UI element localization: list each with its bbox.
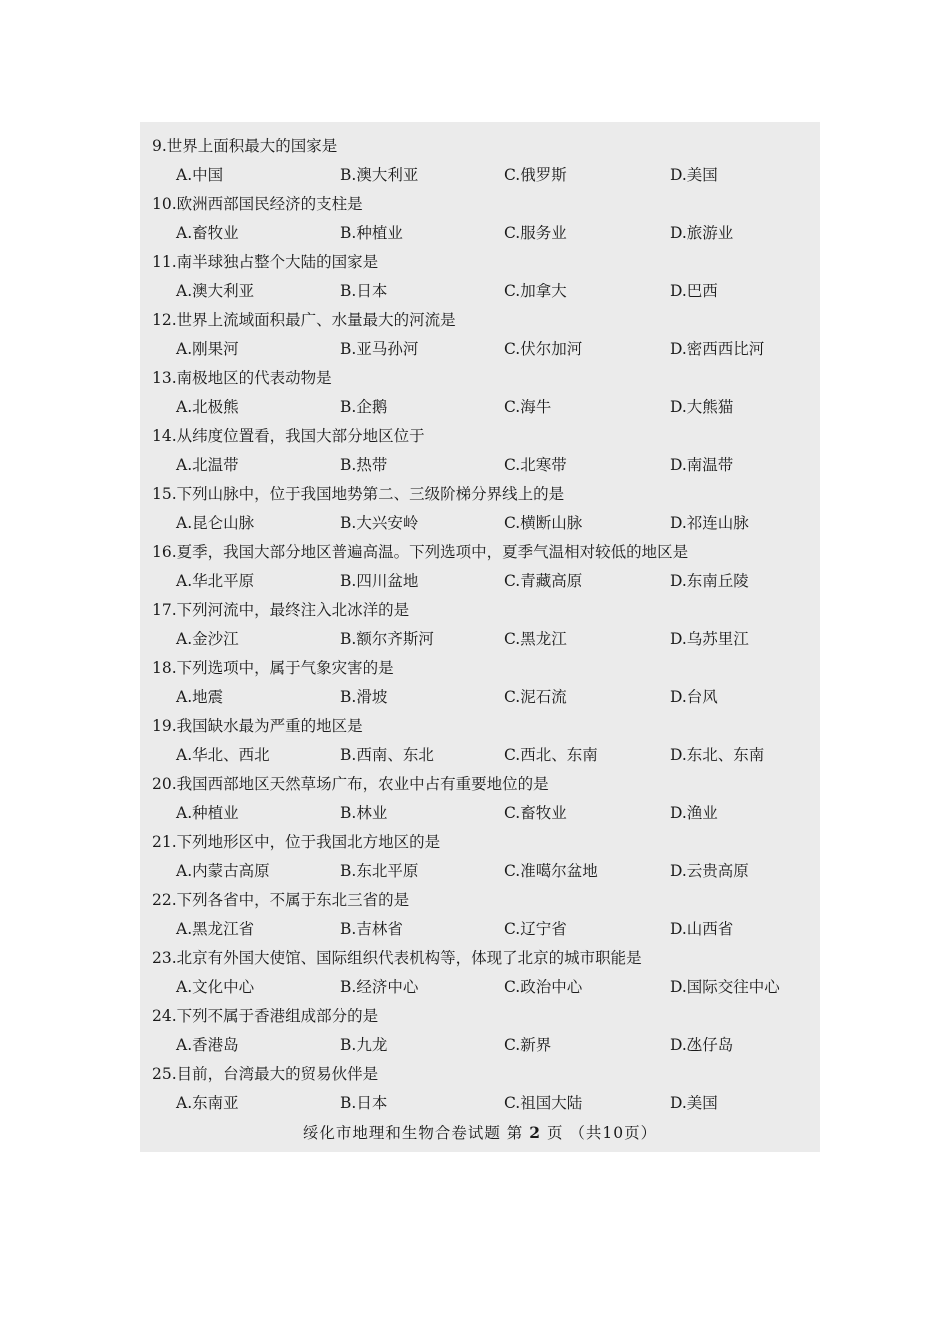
question-stem: 14.从纬度位置看，我国大部分地区位于 xyxy=(152,427,425,445)
question-options xyxy=(152,509,802,538)
question-options xyxy=(152,857,802,886)
option-c: C.祖国大陆 xyxy=(504,1094,583,1112)
option-a: A.刚果河 xyxy=(176,340,239,358)
question-item xyxy=(152,538,802,596)
question-stem: 16.夏季，我国大部分地区普遍高温。下列选项中，夏季气温相对较低的地区是 xyxy=(152,543,689,561)
option-d: D.云贵高原 xyxy=(670,862,749,880)
option-d: D.南温带 xyxy=(670,456,734,474)
question-item xyxy=(152,190,802,248)
question-options xyxy=(152,219,802,248)
option-b: B.西南、东北 xyxy=(340,746,434,764)
option-b: B.日本 xyxy=(340,1094,388,1112)
option-c: C.辽宁省 xyxy=(504,920,567,938)
question-item xyxy=(152,828,802,886)
question-stem: 10.欧洲西部国民经济的支柱是 xyxy=(152,195,363,213)
question-options xyxy=(152,335,802,364)
question-item xyxy=(152,596,802,654)
option-a: A.畜牧业 xyxy=(176,224,239,242)
option-d: D.巴西 xyxy=(670,282,718,300)
option-c: C.准噶尔盆地 xyxy=(504,862,598,880)
option-c: C.黑龙江 xyxy=(504,630,567,648)
question-stem: 21.下列地形区中，位于我国北方地区的是 xyxy=(152,833,441,851)
option-c: C.畜牧业 xyxy=(504,804,567,822)
question-item xyxy=(152,306,802,364)
question-options xyxy=(152,973,802,1002)
question-stem: 18.下列选项中，属于气象灾害的是 xyxy=(152,659,394,677)
option-b: B.四川盆地 xyxy=(340,572,419,590)
question-stem: 9.世界上面积最大的国家是 xyxy=(152,137,338,155)
question-stem: 15.下列山脉中，位于我国地势第二、三级阶梯分界线上的是 xyxy=(152,485,565,503)
option-d: D.密西西比河 xyxy=(670,340,765,358)
question-options xyxy=(152,161,802,190)
question-options xyxy=(152,393,802,422)
option-d: D.乌苏里江 xyxy=(670,630,749,648)
option-a: A.中国 xyxy=(176,166,224,184)
option-a: A.华北平原 xyxy=(176,572,255,590)
option-c: C.青藏高原 xyxy=(504,572,583,590)
question-options xyxy=(152,741,802,770)
question-item xyxy=(152,480,802,538)
footer-page-label: 第 xyxy=(506,1124,524,1142)
option-d: D.美国 xyxy=(670,166,718,184)
option-b: B.企鹅 xyxy=(340,398,388,416)
option-d: D.台风 xyxy=(670,688,718,706)
question-item xyxy=(152,886,802,944)
option-b: B.九龙 xyxy=(340,1036,388,1054)
option-a: A.金沙江 xyxy=(176,630,239,648)
option-c: C.新界 xyxy=(504,1036,552,1054)
option-d: D.大熊猫 xyxy=(670,398,734,416)
option-b: B.滑坡 xyxy=(340,688,388,706)
option-b: B.大兴安岭 xyxy=(340,514,419,532)
question-options xyxy=(152,277,802,306)
question-stem: 24.下列不属于香港组成部分的是 xyxy=(152,1007,379,1025)
question-item xyxy=(152,422,802,480)
option-d: D.氹仔岛 xyxy=(670,1036,734,1054)
option-d: D.山西省 xyxy=(670,920,734,938)
question-item xyxy=(152,248,802,306)
footer-total: （共10页） xyxy=(569,1124,658,1142)
option-d: D.渔业 xyxy=(670,804,718,822)
question-stem: 13.南极地区的代表动物是 xyxy=(152,369,332,387)
question-item xyxy=(152,770,802,828)
option-a: A.内蒙古高原 xyxy=(176,862,270,880)
option-c: C.加拿大 xyxy=(504,282,567,300)
option-c: C.海牛 xyxy=(504,398,552,416)
option-c: C.西北、东南 xyxy=(504,746,598,764)
option-d: D.旅游业 xyxy=(670,224,734,242)
question-list xyxy=(152,132,802,1118)
option-d: D.祁连山脉 xyxy=(670,514,749,532)
option-b: B.种植业 xyxy=(340,224,403,242)
option-d: D.国际交往中心 xyxy=(670,978,780,996)
question-options xyxy=(152,1089,802,1118)
option-b: B.额尔齐斯河 xyxy=(340,630,434,648)
question-item xyxy=(152,132,802,190)
question-stem: 17.下列河流中，最终注入北冰洋的是 xyxy=(152,601,410,619)
question-options xyxy=(152,683,802,712)
question-options xyxy=(152,451,802,480)
question-stem: 25.目前，台湾最大的贸易伙伴是 xyxy=(152,1065,379,1083)
option-b: B.热带 xyxy=(340,456,388,474)
question-item xyxy=(152,364,802,422)
question-stem: 22.下列各省中，不属于东北三省的是 xyxy=(152,891,410,909)
question-item xyxy=(152,1060,802,1118)
option-a: A.华北、西北 xyxy=(176,746,270,764)
option-c: C.伏尔加河 xyxy=(504,340,583,358)
page-footer xyxy=(140,1120,820,1146)
question-stem: 23.北京有外国大使馆、国际组织代表机构等，体现了北京的城市职能是 xyxy=(152,949,642,967)
option-a: A.文化中心 xyxy=(176,978,255,996)
footer-title: 绥化市地理和生物合卷试题 xyxy=(302,1124,501,1142)
question-options xyxy=(152,1031,802,1060)
option-c: C.政治中心 xyxy=(504,978,583,996)
footer-page-unit: 页 xyxy=(546,1124,564,1142)
option-a: A.种植业 xyxy=(176,804,239,822)
option-a: A.北极熊 xyxy=(176,398,239,416)
option-c: C.俄罗斯 xyxy=(504,166,567,184)
question-item xyxy=(152,654,802,712)
option-b: B.吉林省 xyxy=(340,920,403,938)
option-c: C.横断山脉 xyxy=(504,514,583,532)
option-b: B.亚马孙河 xyxy=(340,340,419,358)
question-stem: 12.世界上流域面积最广、水量最大的河流是 xyxy=(152,311,456,329)
question-options xyxy=(152,625,802,654)
option-a: A.澳大利亚 xyxy=(176,282,255,300)
question-stem: 20.我国西部地区天然草场广布，农业中占有重要地位的是 xyxy=(152,775,549,793)
option-a: A.北温带 xyxy=(176,456,239,474)
question-item xyxy=(152,944,802,1002)
option-b: B.林业 xyxy=(340,804,388,822)
question-options xyxy=(152,799,802,828)
option-b: B.东北平原 xyxy=(340,862,419,880)
option-a: A.黑龙江省 xyxy=(176,920,255,938)
option-a: A.香港岛 xyxy=(176,1036,239,1054)
option-c: C.服务业 xyxy=(504,224,567,242)
option-b: B.日本 xyxy=(340,282,388,300)
question-stem: 11.南半球独占整个大陆的国家是 xyxy=(152,253,379,271)
option-d: D.美国 xyxy=(670,1094,718,1112)
question-item xyxy=(152,1002,802,1060)
option-a: A.昆仑山脉 xyxy=(176,514,255,532)
question-stem: 19.我国缺水最为严重的地区是 xyxy=(152,717,363,735)
option-b: B.澳大利亚 xyxy=(340,166,419,184)
question-item xyxy=(152,712,802,770)
option-c: C.泥石流 xyxy=(504,688,567,706)
option-b: B.经济中心 xyxy=(340,978,419,996)
question-options xyxy=(152,915,802,944)
question-options xyxy=(152,567,802,596)
option-d: D.东南丘陵 xyxy=(670,572,749,590)
option-c: C.北寒带 xyxy=(504,456,567,474)
option-d: D.东北、东南 xyxy=(670,746,765,764)
option-a: A.东南亚 xyxy=(176,1094,239,1112)
option-a: A.地震 xyxy=(176,688,224,706)
footer-page-number: 2 xyxy=(529,1123,542,1142)
